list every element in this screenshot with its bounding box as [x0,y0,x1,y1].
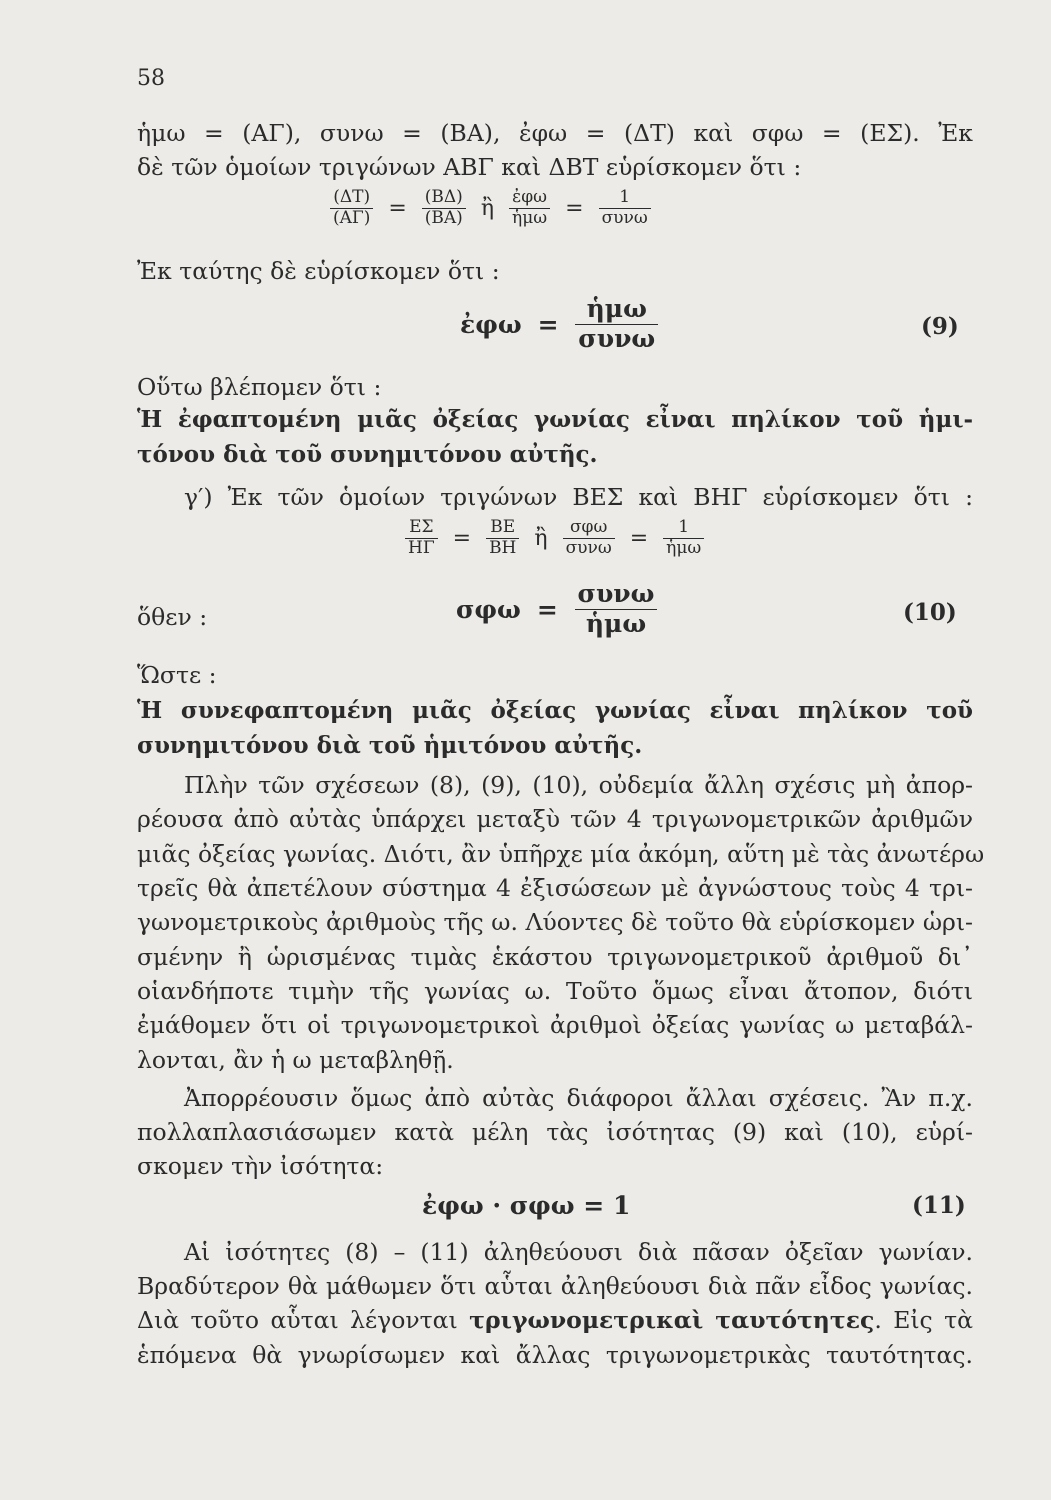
text-line: Ἀπορρέουσιν ὅμως ἀπὸ αὐτὰς διάφοροι ἄλλαι σχέσεις. Ἂν π.χ. [184,1084,973,1112]
fraction: $\frac{\text{ἐφω}}{\text{ἡμω}}$ [509,188,550,228]
equation-9: ἐφω = $\frac{\text{ἡμω}}{\text{συνω}}$ [452,295,658,354]
text-line: μιᾶς ὀξείας γωνίας. Διότι, ἂν ὑπῆρχε μία ἀκόμη, αὕτη μὲ τὰς ἀνωτέρω [137,840,985,868]
fraction: $\frac{1}{\text{συνω}}$ [599,188,651,228]
text-line: γωνομετρικοὺς ἀριθμοὺς τῆς ω. Λύοντες δὲ τοῦτο θὰ εὑρίσκομεν ὡρι- [137,908,973,936]
theorem-line: συνημιτόνου διὰ τοῦ ἡμιτόνου αὐτῆς. [137,732,643,759]
text-line: τρεῖς θὰ ἀπετέλουν σύστημα 4 ἐξισώσεων μὲ ἀγνώστους τοὺς 4 τρι- [137,874,973,902]
ratio-equation-tangent: $\frac{(\Delta T)}{(A\Gamma)}$ = $\frac{(B\Delta)}{(BA)}$ ἢ $\frac{\text{ἐφω}}{\text{ἡμω}}$ = $\frac{1}{\text{συνω}}$ [330,188,651,228]
fraction: $\frac{\text{συνω}}{\text{ἡμω}}$ [575,580,658,639]
text-line: ἐμάθομεν ὅτι οἱ τριγωνομετρικοὶ ἀριθμοὶ ὀξείας γωνίας ω μεταβάλ- [137,1011,973,1039]
text-line: οἱανδήποτε τιμὴν τῆς γωνίας ω. Τοῦτο ὅμως εἶναι ἄτοπον, διότι [137,977,973,1005]
text-line: δὲ τῶν ὁμοίων τριγώνων ΑΒΓ καὶ ΔΒΤ εὑρίσκομεν ὅτι : [137,153,802,181]
text-span: . Εἰς τὰ [874,1306,973,1334]
text-line: ὅθεν : [137,603,208,631]
fraction: $\frac{E\Sigma}{H\Gamma}$ [405,518,438,558]
fraction: $\frac{\text{ἡμω}}{\text{συνω}}$ [575,295,658,354]
text-line: Ὥστε : [137,661,217,689]
text-line [137,1305,973,1335]
equation-number: (10) [903,599,957,626]
text-line: Βραδύτερον θὰ μάθωμεν ὅτι αὗται ἀληθεύουσι διὰ πᾶν εἶδος γωνίας. [137,1272,973,1300]
text-line: σκομεν τὴν ἰσότητα: [137,1152,384,1180]
fraction: $\frac{(B\Delta)}{(BA)}$ [422,188,466,228]
theorem-line: Ἡ συνεφαπτομένη μιᾶς ὀξείας γωνίας εἶναι πηλίκον τοῦ [137,697,973,724]
equation-number: (11) [912,1192,966,1219]
text-line: Ἐκ ταύτης δὲ εὑρίσκομεν ὅτι : [137,257,500,285]
text-line: ρέουσα ἀπὸ αὐτὰς ὑπάρχει μεταξὺ τῶν 4 τριγωνομετρικῶν ἀριθμῶν [137,805,973,833]
text-line: ἡμω = (ΑΓ), συνω = (ΒΑ), ἐφω = (ΔΤ) καὶ σφω = (ΕΣ). Ἐκ [137,119,973,147]
text-line: σμένην ἢ ὡρισμένας τιμὰς ἑκάστου τριγωνομετρικοῦ ἀριθμοῦ δι᾿ [137,943,973,971]
page-number: 58 [137,66,165,91]
text-line: Αἱ ἰσότητες (8) – (11) ἀληθεύουσι διὰ πᾶσαν ὀξεῖαν γωνίαν. [184,1238,973,1266]
equation-10: σφω = $\frac{\text{συνω}}{\text{ἡμω}}$ [448,580,657,639]
theorem-line: Ἡ ἐφαπτομένη μιᾶς ὀξείας γωνίας εἶναι πηλίκον τοῦ ἡμι- [137,406,973,433]
text-line: Πλὴν τῶν σχέσεων (8), (9), (10), οὐδεμία ἄλλη σχέσις μὴ ἀπορ- [184,771,973,799]
text-line: γ′) Ἐκ τῶν ὁμοίων τριγώνων ΒΕΣ καὶ ΒΗΓ εὑρίσκομεν ὅτι : [184,483,973,511]
text-line: Οὕτω βλέπομεν ὅτι : [137,373,382,401]
equation-number: (9) [921,313,959,340]
text-line: πολλαπλασιάσωμεν κατὰ μέλη τὰς ἰσότητας (9) καὶ (10), εὑρί- [137,1118,973,1146]
theorem-line: τόνου διὰ τοῦ συνημιτόνου αὐτῆς. [137,441,598,468]
fraction: $\frac{BE}{BH}$ [486,518,519,558]
text-line: ἑπόμενα θὰ γνωρίσωμεν καὶ ἄλλας τριγωνομετρικὰς ταυτότητας. [137,1341,973,1369]
text-span: Διὰ τοῦτο αὗται λέγονται [137,1306,470,1334]
ratio-equation-cotangent: $\frac{E\Sigma}{H\Gamma}$ = $\frac{BE}{BH}$ ἢ $\frac{\text{σφω}}{\text{συνω}}$ = $\frac{1}{\text{ἡμω}}$ [405,518,704,558]
fraction: $\frac{1}{\text{ἡμω}}$ [663,518,704,558]
fraction: $\frac{(\Delta T)}{(A\Gamma)}$ [330,188,373,228]
bold-term: τριγωνομετρικαὶ ταυτότητες [469,1306,875,1334]
fraction: $\frac{\text{σφω}}{\text{συνω}}$ [563,518,615,558]
text-line: λονται, ἂν ἡ ω μεταβληθῇ. [137,1046,454,1074]
equation-11: ἐφω · σφω = 1 [422,1191,631,1220]
